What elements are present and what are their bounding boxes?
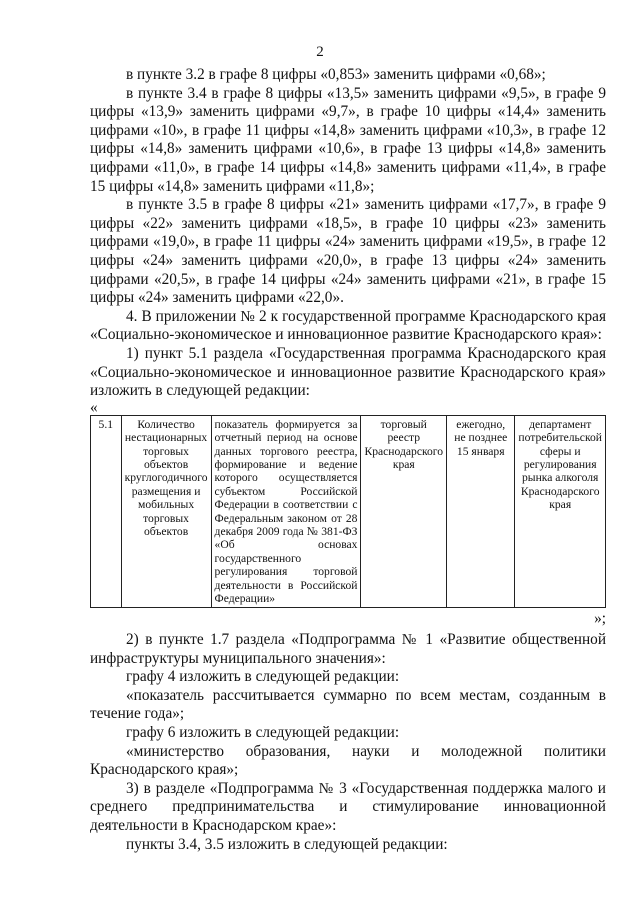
paragraph: «показатель рассчитывается суммарно по всем местам, созданным в течение года»;	[90, 686, 606, 723]
paragraph: в пункте 3.5 в графе 8 цифры «21» заменить цифрами «17,7», в графе 9 цифры «22» заменить цифрами «18,5», в графе 10 цифры «23» заменить цифрами «19,0», в графе 11 цифры «24» заменить цифрами «19,5», в графе 12 цифры «24» заменить цифрами «20,0», в графе 13 цифры «24» заменить цифрами «20,5», в графе 14 цифры «24» заменить цифрами «21», в графе 15 цифры «24» заменить цифрами «22,0».	[90, 196, 606, 307]
paragraph: графу 6 изложить в следующей редакции:	[126, 723, 400, 741]
document-body	[90, 66, 606, 854]
cell-period: ежегодно, не позднее 15 января	[447, 415, 515, 608]
opening-quote: «	[90, 398, 98, 416]
paragraph: «министерство образования, науки и молодежной политики Краснодарского края»;	[90, 742, 606, 779]
indicator-table	[90, 415, 606, 609]
paragraph: графу 4 изложить в следующей редакции:	[126, 668, 400, 686]
table-row	[91, 415, 606, 608]
cell-responsible: департамент потребительской сферы и регулирования рынка алкоголя Краснодарского края	[515, 415, 606, 608]
page-number: 2	[316, 44, 324, 60]
paragraph: 1) пункт 5.1 раздела «Государственная программа Краснодарского края «Социально-экономическое и инновационное развитие Краснодарского края» изложить в следующей редакции:	[90, 344, 606, 400]
cell-source: торговый реестр Краснодарского края	[361, 415, 447, 608]
paragraph: 4. В приложении № 2 к государственной программе Краснодарского края «Социально-экономическое и инновационное развитие Краснодарского края»:	[90, 307, 606, 344]
cell-indicator-name: Количество нестационарных торговых объектов круглогодичного размещения и мобильных торговых объектов	[121, 415, 211, 608]
paragraph: в пункте 3.4 в графе 8 цифры «13,5» заменить цифрами «9,5», в графе 9 цифры «13,9» заменить цифрами «9,7», в графе 10 цифры «14,4» заменить цифрами «10», в графе 11 цифры «14,8» заменить цифрами «10,3», в графе 12 цифры «14,8» заменить цифрами «10,6», в графе 13 цифры «14,8» заменить цифрами «11,0», в графе 14 цифры «14,8» заменить цифрами «11,4», в графе 15 цифры «14,8» заменить цифрами «11,8»;	[90, 84, 606, 195]
paragraph: пункты 3.4, 3.5 изложить в следующей редакции:	[126, 835, 448, 853]
cell-number: 5.1	[91, 415, 122, 608]
paragraph: 2) в пункте 1.7 раздела «Подпрограмма № 1 «Развитие общественной инфраструктуры муниципального значения»:	[90, 630, 606, 667]
cell-method: показатель формируется за отчетный период на основе данных торгового реестра, формирование и ведение которого осуществляется субъектом Российской Федерации в соответствии с Федеральным законом от 28 декабря 2009 года № 381-ФЗ «Об основах государственного регулирования торговой деятельности в Российской Федерации»	[211, 415, 361, 608]
paragraph: 3) в разделе «Подпрограмма № 3 «Государственная поддержка малого и среднего предпринимательства и стимулирование инновационной деятельности в Краснодарском крае»:	[90, 779, 606, 834]
paragraph: в пункте 3.2 в графе 8 цифры «0,853» заменить цифрами «0,68»;	[126, 66, 546, 83]
closing-quote: »;	[594, 610, 606, 628]
